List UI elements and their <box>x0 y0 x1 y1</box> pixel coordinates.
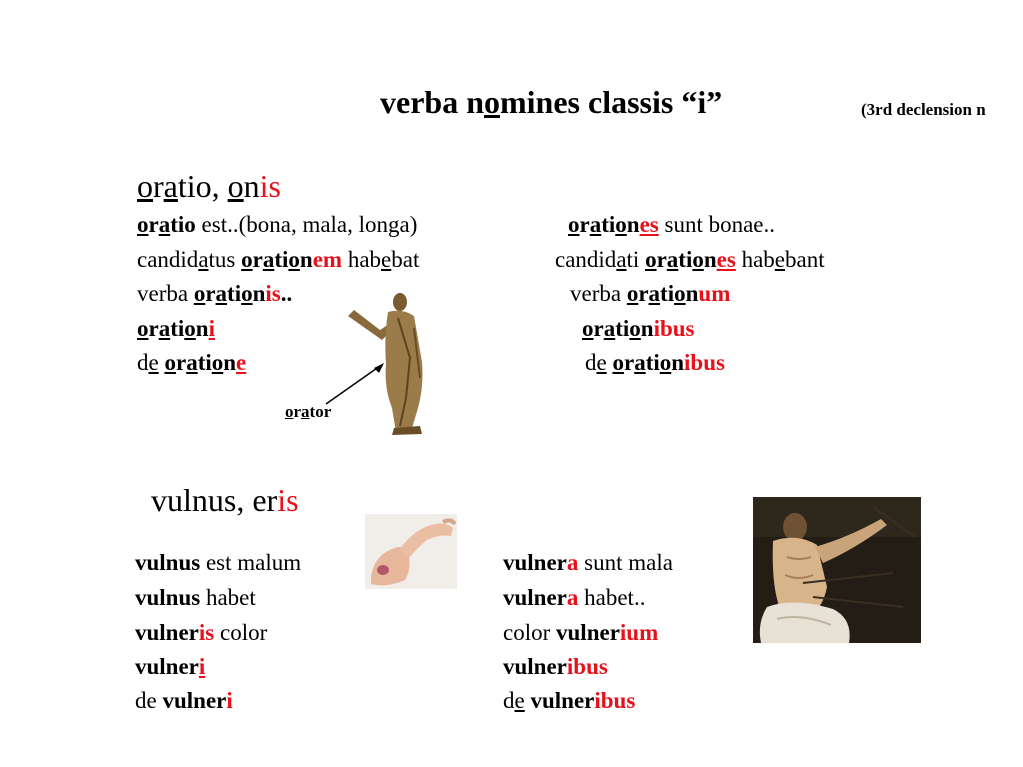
vulnus-plural-genitive: color vulnerium <box>503 620 659 645</box>
vulnus-plural-ablative: de vulneribus <box>503 688 636 713</box>
vulnus-plural-accusative: vulnera habet.. <box>503 585 646 610</box>
orator-label: orator <box>285 402 332 421</box>
wounded-figure-painting <box>753 497 921 643</box>
vulnus-heading: vulnus, eris <box>151 482 299 518</box>
oratio-heading: oratio, onis <box>137 168 281 204</box>
vulnus-singular-ablative: de vulneri <box>135 688 233 713</box>
oratio-singular-genitive: verba orationis.. <box>137 281 293 306</box>
oratio-singular-accusative: candidatus orationem habebat <box>137 247 420 272</box>
oratio-singular-nominative: oratio est..(bona, mala, longa) <box>137 212 418 237</box>
oratio-singular-ablative: de oratione <box>137 350 247 375</box>
vulnus-singular-dative: vulneri <box>135 654 206 679</box>
vulnus-plural-nominative: vulnera sunt mala <box>503 550 673 575</box>
title-note: (3rd declension n <box>861 100 986 119</box>
vulnus-plural-dative: vulneribus <box>503 654 608 679</box>
vulnus-singular-accusative: vulnus habet <box>135 585 256 610</box>
oratio-plural-dative: orationibus <box>582 316 695 341</box>
oratio-singular-dative: orationi <box>137 316 215 341</box>
oratio-plural-genitive: verba orationum <box>570 281 731 306</box>
oratio-plural-nominative: orationes sunt bonae.. <box>568 212 776 237</box>
oratio-plural-accusative: candidati orationes habebant <box>555 247 825 272</box>
vulnus-singular-nominative: vulnus est malum <box>135 550 302 575</box>
slide-title: verba nomines classis “i” <box>380 84 723 120</box>
oratio-plural-ablative: de orationibus <box>585 350 725 375</box>
vulnus-singular-genitive: vulneris color <box>135 620 268 645</box>
wounded-arm-image <box>365 514 457 589</box>
